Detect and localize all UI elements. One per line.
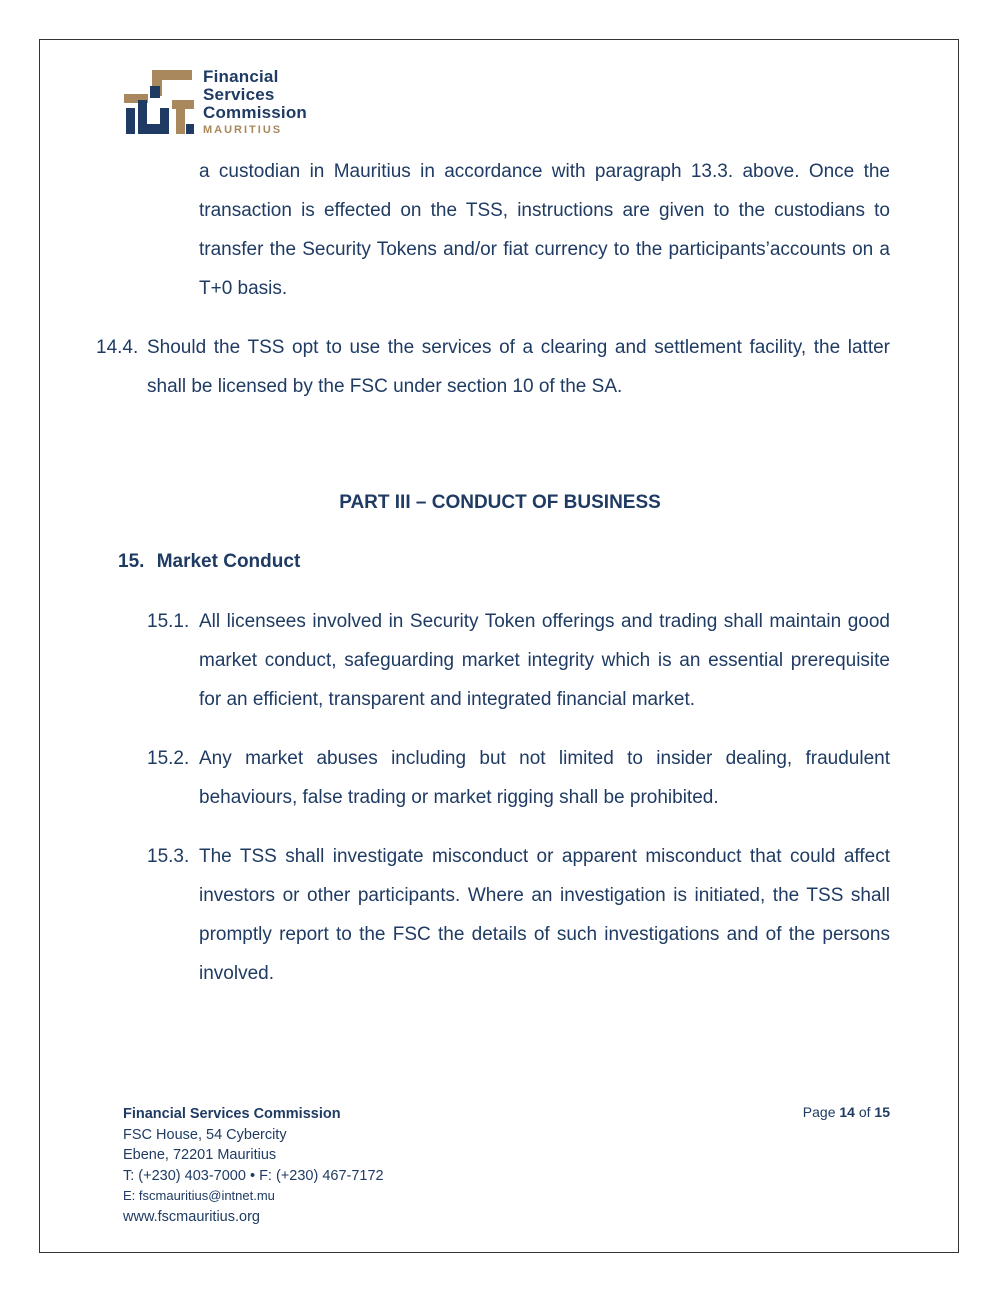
page-total: 15 — [874, 1104, 890, 1120]
paragraph-15-3 — [147, 837, 890, 993]
section-number: 15. — [118, 551, 145, 572]
paragraph-15-2 — [147, 739, 890, 817]
page-of: of — [858, 1104, 871, 1120]
continuation-paragraph: a custodian in Mauritius in accordance with paragraph 13.3. above. Once the transaction is effected on the TSS, instructions are given to the custodians to transfer the Security Tokens and/or fiat currency to the participants’accounts on a T+0 basis. — [199, 161, 890, 299]
paragraph-text: Any market abuses including but not limited to insider dealing, fraudulent behaviours, false trading or market rigging shall be prohibited. — [199, 748, 890, 808]
footer-contact — [123, 1104, 384, 1227]
logo-text-line1: Financial — [203, 67, 279, 86]
footer-website: www.fscmauritius.org — [123, 1208, 260, 1225]
paragraph-15-1 — [147, 602, 890, 719]
fsc-logo — [124, 68, 344, 138]
paragraph-number: 15.3. — [147, 846, 190, 867]
fsc-logo-icon — [124, 68, 196, 136]
logo-text-sub: MAURITIUS — [203, 124, 283, 136]
paragraph-number: 15.2. — [147, 748, 190, 769]
paragraph-text: Should the TSS opt to use the services of a clearing and settlement facility, the latter shall be licensed by the FSC under section 10 of the SA. — [147, 337, 890, 397]
page-prefix: Page — [802, 1104, 836, 1120]
page-current: 14 — [839, 1104, 855, 1120]
paragraph-number: 15.1. — [147, 611, 190, 632]
section-title: Market Conduct — [156, 551, 301, 572]
logo-text-line3: Commission — [203, 103, 308, 122]
paragraph-14-4 — [96, 328, 890, 406]
paragraph-text: All licensees involved in Security Token offerings and trading shall maintain good market conduct, safeguarding market integrity which is an essential prerequisite for an efficient, transparent and integrated financial market. — [199, 611, 890, 710]
page-number — [803, 1104, 890, 1120]
logo-text-line2: Services — [203, 85, 275, 104]
part-heading: PART III – CONDUCT OF BUSINESS — [339, 492, 661, 513]
footer-phone: T: (+230) 403-7000 • F: (+230) 467-7172 — [123, 1167, 384, 1184]
footer-address-line2: Ebene, 72201 Mauritius — [123, 1147, 277, 1163]
paragraph-number: 14.4. — [96, 337, 139, 358]
section-heading-15 — [118, 551, 300, 573]
footer-org-name: Financial Services Commission — [123, 1106, 341, 1122]
footer-address-line1: FSC House, 54 Cybercity — [123, 1126, 287, 1143]
footer-email: E: fscmauritius@intnet.mu — [123, 1188, 275, 1203]
paragraph-text: The TSS shall investigate misconduct or apparent misconduct that could affect investors or other participants. Where an investigation is initiated, the TSS shall promptly report to the FSC the details of such investigations and of the persons involved. — [199, 846, 890, 984]
